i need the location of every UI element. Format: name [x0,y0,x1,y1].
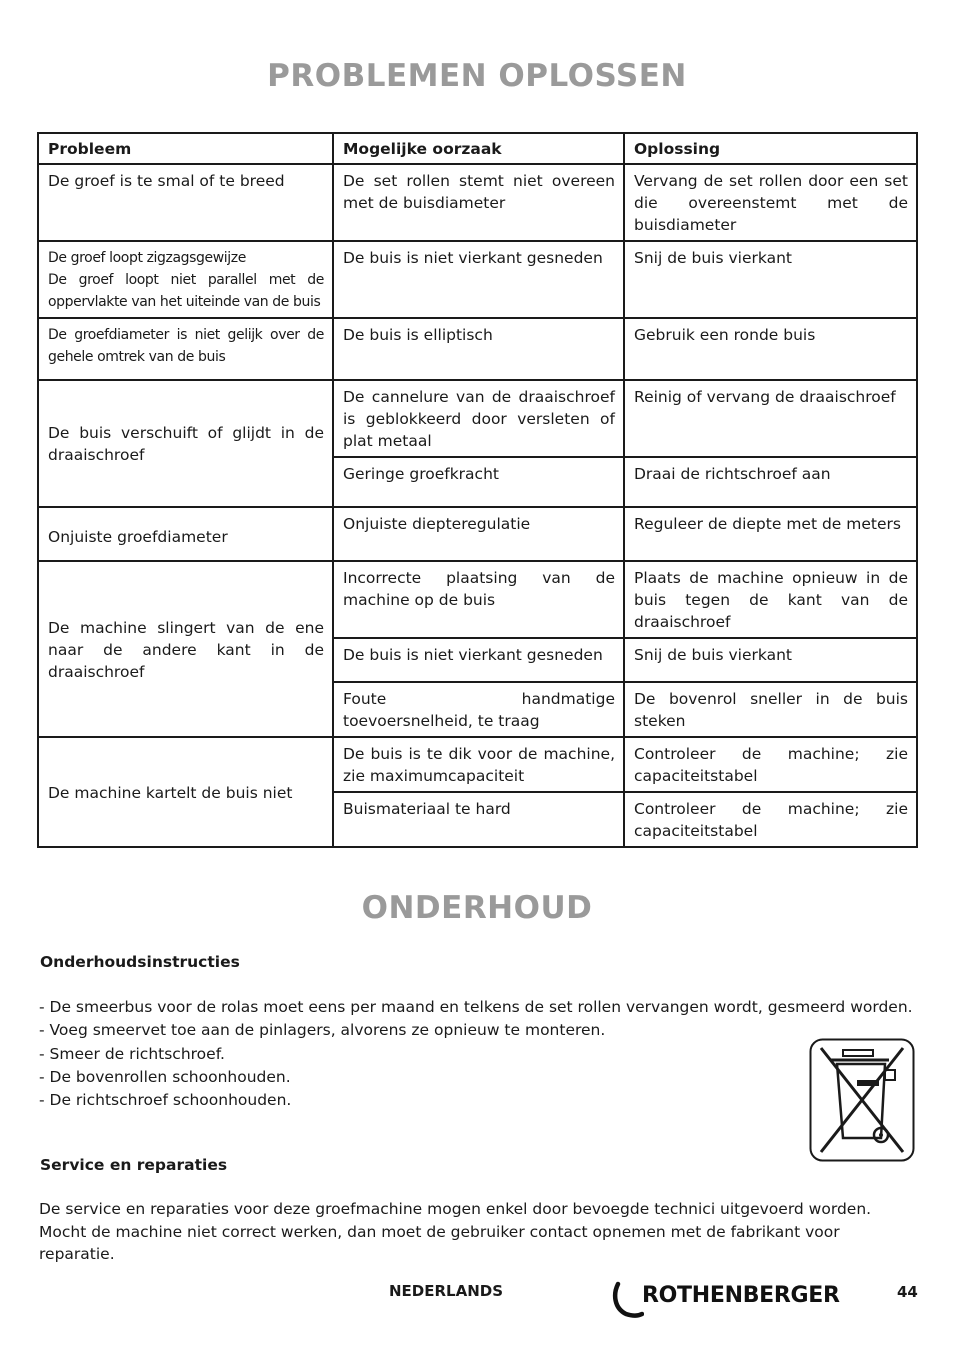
swoosh-icon [612,1280,644,1318]
solution-cell: De bovenrol sneller in de buis steken [624,682,917,737]
list-item: - De bovenrollen schoonhouden. [39,1067,291,1086]
solution-cell: Vervang de set rollen door een set die overeenstemt met de buisdiameter [624,164,917,241]
cause-cell: De buis is te dik voor de machine, zie maximumcapaciteit [333,737,624,792]
problem-cell: De groef is te smal of te breed [38,164,333,241]
maintenance-list [39,996,919,1112]
page-title-maintenance: ONDERHOUD [361,890,593,926]
list-item: - Smeer de richtschroef. [39,1044,225,1063]
table-row [38,164,917,241]
problem-cell: Onjuiste groefdiameter [38,507,333,561]
brand-logo [612,1280,862,1318]
list-item: - De richtschroef schoonhouden. [39,1091,292,1110]
brand-name: ROTHENBERGER [642,1283,840,1308]
header-problem: Probleem [38,133,333,164]
table-row [38,507,917,561]
cause-cell: De buis is elliptisch [333,318,624,380]
cause-cell: Incorrecte plaatsing van de machine op de buis [333,561,624,638]
page-title-troubleshooting: PROBLEMEN OPLOSSEN [267,58,687,94]
problem-cell: De machine slingert van de ene naar de andere kant in de draaischroef [38,561,333,737]
solution-cell: Reinig of vervang de draaischroef [624,380,917,457]
problem-cell: De machine kartelt de buis niet [38,737,333,847]
service-text: De service en reparaties voor deze groefmachine mogen enkel door bevoegde technici uitgevoerd worden. Mocht de machine niet correct werken, dan moet de gebruiker contact opnemen met de fabrikant voor reparatie. [39,1200,872,1263]
table-row [38,318,917,380]
cause-cell: Onjuiste diepteregulatie [333,507,624,561]
page-number: 44 [897,1283,918,1301]
table-header-row [38,133,917,164]
problem-cell: De groefdiameter is niet gelijk over de gehele omtrek van de buis [38,318,333,380]
cause-cell: Geringe groefkracht [333,457,624,507]
cause-cell: Foute handmatige toevoersnelheid, te traag [333,682,624,737]
solution-cell: Snij de buis vierkant [624,638,917,682]
cause-cell: De set rollen stemt niet overeen met de buisdiameter [333,164,624,241]
cause-cell: De buis is niet vierkant gesneden [333,638,624,682]
header-solution: Oplossing [624,133,917,164]
solution-cell: Controleer de machine; zie capaciteitstabel [624,737,917,792]
solution-cell: Snij de buis vierkant [624,241,917,318]
troubleshooting-table [37,132,918,848]
list-item: - Voeg smeervet toe aan de pinlagers, alvorens ze opnieuw te monteren. [39,1021,606,1040]
problem-cell: De buis verschuift of glijdt in de draaischroef [38,380,333,507]
cause-cell: De cannelure van de draaischroef is geblokkeerd door versleten of plat metaal [333,380,624,457]
table-row [38,241,917,318]
cause-cell: De buis is niet vierkant gesneden [333,241,624,318]
maintenance-heading: Onderhoudsinstructies [40,953,240,971]
problem-cell: De groef loopt zigzagsgewijze De groef loopt niet parallel met de oppervlakte van het uiteinde van de buis [38,241,333,318]
list-item: - De smeerbus voor de rolas moet eens per maand en telkens de set rollen vervangen wordt, gesmeerd worden. [39,998,913,1016]
solution-cell: Plaats de machine opnieuw in de buis tegen de kant van de draaischroef [624,561,917,638]
cause-cell: Buismateriaal te hard [333,792,624,847]
crossed-out-wheelie-bin-icon [809,1038,915,1162]
solution-cell: Gebruik een ronde buis [624,318,917,380]
solution-cell: Draai de richtschroef aan [624,457,917,507]
header-cause: Mogelijke oorzaak [333,133,624,164]
table-row [38,561,917,638]
solution-cell: Controleer de machine; zie capaciteitstabel [624,792,917,847]
table-row [38,380,917,457]
service-heading: Service en reparaties [40,1156,228,1174]
table-row [38,737,917,792]
solution-cell: Reguleer de diepte met de meters [624,507,917,561]
footer-language: NEDERLANDS [389,1282,504,1300]
